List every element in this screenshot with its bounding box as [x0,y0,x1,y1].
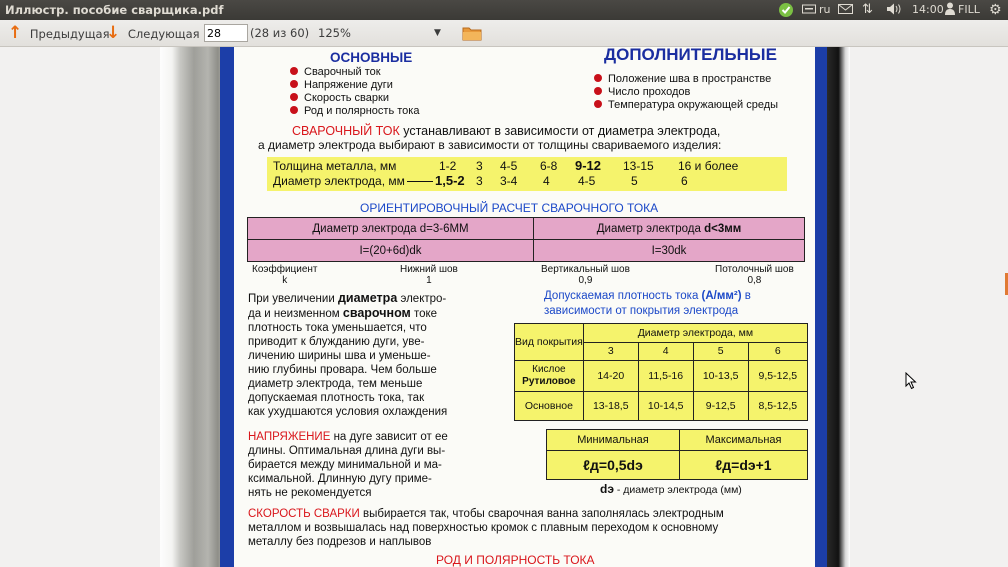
table-row: Кислое Рутиловое 14-20 11,5-16 10-13,5 9,5-12,5 [515,361,808,392]
arrow-up-icon: ↑ [8,23,23,43]
clock[interactable]: 14:00 [912,3,944,16]
voltage-paragraph: НАПРЯЖЕНИЕ на дуге зависит от ее длины. Оптимальная длина дуги вы- бирается между минимальной и ма- ксимальной. Длинную дугу приме- нять не рекомендуется [248,431,448,499]
arc-min-formula: ℓд=0,5dэ [547,451,680,480]
mail-icon[interactable] [838,2,853,18]
bullet-icon [290,80,298,88]
thickness-table: Толщина металла, мм 1-2 3 4-5 6-8 9-12 13-15 16 и более Диаметр электрода, мм 1,5-2 3 3-4 4 4-5 5 6 [267,157,787,191]
coef-col-1: Коэффициент k [252,264,318,286]
previous-page-button[interactable] [8,20,110,46]
bullet-icon [594,100,602,108]
bullet-icon [594,74,602,82]
extra-params-list [594,73,778,112]
intro-line-2: а диаметр электрода выбирают в зависимости от толщины свариваемого изделия: [258,138,722,152]
coef-col-2: Нижний шов 1 [400,264,458,286]
arrow-down-icon: ↓ [106,23,121,43]
page-number-input[interactable] [204,24,248,42]
previous-label: Предыдущая [29,27,110,41]
window-title: Иллюстр. пособие сварщика.pdf [5,3,224,17]
gear-icon[interactable]: ⚙ [989,2,1002,18]
user-icon[interactable] [945,2,955,18]
blue-border-right [815,47,827,567]
list-item: Число проходов [594,86,778,99]
coef-col-4: Потолочный шов 0,8 [715,264,794,286]
bottom-title: РОД И ПОЛЯРНОСТЬ ТОКА [436,553,595,567]
calc-title: ОРИЕНТИРОВОЧНЫЙ РАСЧЕТ СВАРОЧНОГО ТОКА [360,201,659,215]
scan-edge-right [827,47,850,567]
coef-col-3: Вертикальный шов 0,9 [541,264,630,286]
density-title: Допускаемая плотность тока (А/мм²) в зависимости от покрытия электрода [544,290,751,317]
calc-header-2: Диаметр электрода d<3мм [534,218,805,240]
list-item: Скорость сварки [290,92,419,105]
blue-border-left [220,47,234,567]
toolbar [0,20,1008,47]
thickness-label: Толщина металла, мм [273,159,397,173]
arc-max-formula: ℓд=dэ+1 [680,451,808,480]
zoom-level[interactable]: 125% [318,26,351,40]
pdf-page [160,47,850,567]
list-item: Род и полярность тока [290,105,419,118]
calc-table [247,217,805,262]
table-row: Основное 13-18,5 10-14,5 9-12,5 8,5-12,5 [515,392,808,421]
intro-line-1: СВАРОЧНЫЙ ТОК устанавливают в зависимости от диаметра электрода, [292,124,721,138]
bullet-icon [290,93,298,101]
main-params-list [290,66,419,118]
calc-formula-2: I=30dk [534,240,805,262]
volume-icon[interactable] [886,2,904,18]
user-name[interactable]: FILL [958,3,980,16]
bullet-icon [290,106,298,114]
page-count: (28 из 60) [250,26,310,40]
list-item: Сварочный ток [290,66,419,79]
arc-note: dэ - диаметр электрода (мм) [600,482,742,496]
calc-formula-1: I=(20+6d)dk [248,240,534,262]
list-item: Положение шва в пространстве [594,73,778,86]
update-status-icon[interactable] [778,2,794,18]
page-sheet [234,47,815,567]
heading-main-params: ОСНОВНЫЕ [330,50,413,65]
density-head-cover: Вид покрытия [515,324,584,361]
diameter-label: Диаметр электрода, мм [273,174,435,188]
keyboard-icon[interactable] [802,2,816,18]
zoom-dropdown-icon[interactable]: ▼ [434,28,441,38]
folder-icon[interactable] [462,24,482,42]
top-panel [0,0,1008,20]
list-item: Температура окружающей среды [594,99,778,112]
calc-header-1: Диаметр электрода d=3-6ММ [248,218,534,240]
heading-extra-params: ДОПОЛНИТЕЛЬНЫЕ [604,47,777,64]
arc-length-table: Минимальная Максимальная ℓд=0,5dэ ℓд=dэ+1 [546,429,808,480]
mouse-cursor-icon [905,372,917,394]
next-page-button[interactable] [106,20,200,46]
bullet-icon [290,67,298,75]
list-item: Напряжение дуги [290,79,419,92]
density-paragraph: При увеличении диаметра электро- да и неизменном сварочном токе плотность тока уменьшается, что приводит к блужданию дуги, уве- личению ширины шва и уменьше- нию глубины провара. Чем больше диаметр электрода, тем меньше допускаемая плотность тока, так как ухудшаются условия охлаждения [248,291,448,418]
density-table: Вид покрытия Диаметр электрода, мм 3 4 5 6 Кислое Рутиловое 14-20 11,5-16 10-13,5 9,5-12,5 Основное 13-18,5 10-14,5 9-12,5 8,5-12,5 [514,323,808,421]
document-viewport[interactable] [0,47,1008,567]
keyboard-layout[interactable]: ru [819,3,831,16]
network-icon[interactable]: ⇅ [862,2,873,17]
scan-edge [160,47,224,567]
next-label: Следующая [127,27,200,41]
speed-paragraph: СКОРОСТЬ СВАРКИ выбирается так, чтобы сварочная ванна заполнялась электродным металлом и возвышалась над поверхностью кромок с плавным переходом к основному металлу без подрезов и наплывов [248,508,724,548]
bullet-icon [594,87,602,95]
density-head-diam: Диаметр электрода, мм [583,324,807,343]
